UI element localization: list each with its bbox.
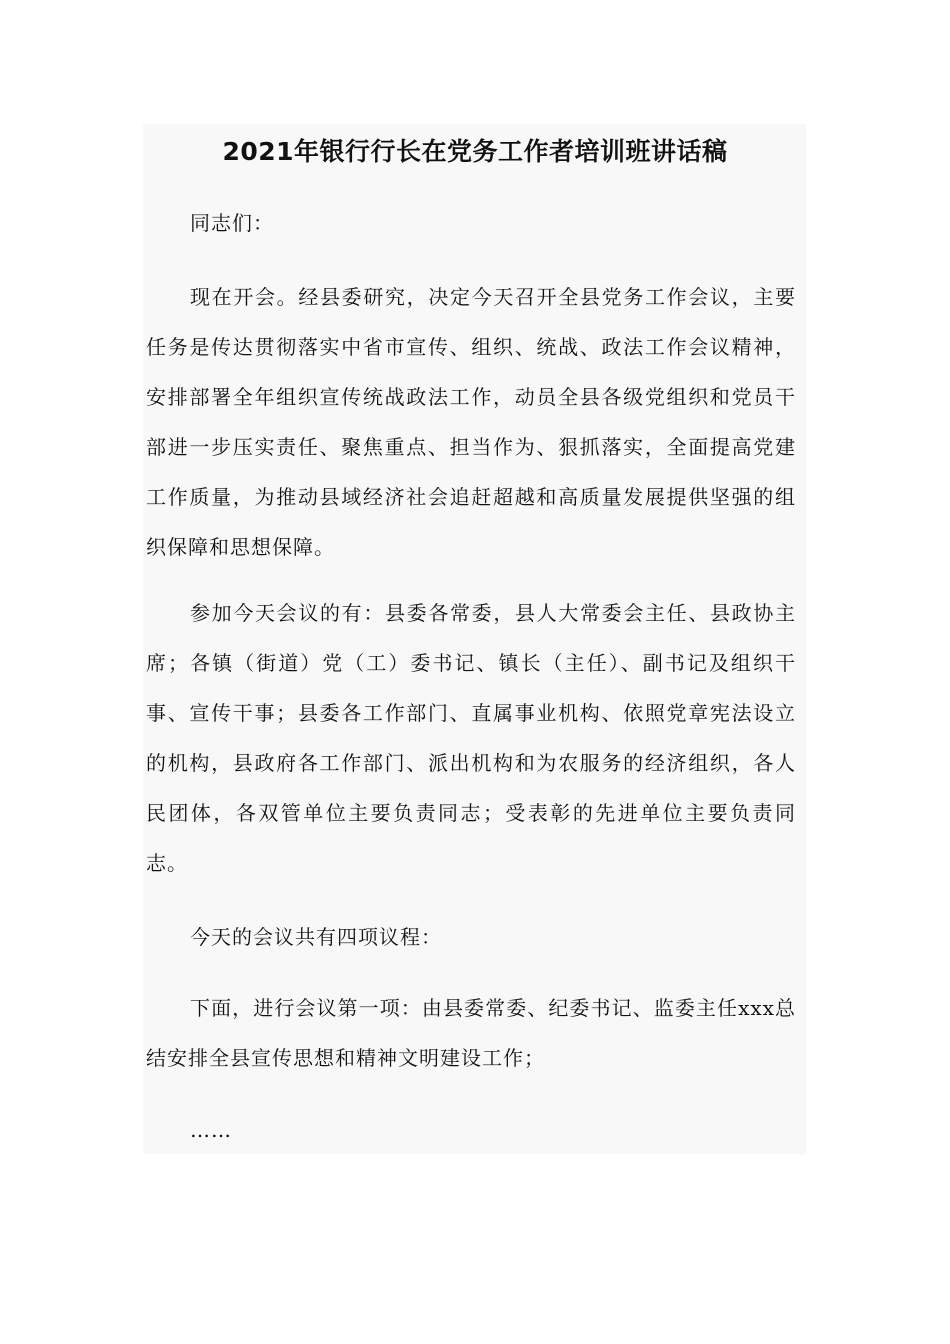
greeting: 同志们： <box>190 211 274 235</box>
paragraph-opening: 现在开会。经县委研究，决定今天召开全县党务工作会议，主要任务是传达贯彻落实中省市宣传、组织、统战、政法工作会议精神，安排部署全年组织宣传统战政法工作，动员全县各级党组织和党员干部进一步压实责任、聚焦重点、担当作为、狠抓落实，全面提高党建工作质量，为推动县域经济社会追赶超越和高质量发展提供坚强的组织保障和思想保障。 <box>146 285 796 559</box>
paragraph-ellipsis: …… <box>190 1118 232 1142</box>
paragraph-attendees: 参加今天会议的有：县委各常委，县人大常委会主任、县政协主席；各镇（街道）党（工）委书记、镇长（主任）、副书记及组织干事、宣传干事；县委各工作部门、直属事业机构、依照党章宪法设立的机构，县政府各工作部门、派出机构和为农服务的经济组织，各人民团体，各双管单位主要负责同志；受表彰的先进单位主要负责同志。 <box>146 601 796 875</box>
paragraph-first-item: 下面，进行会议第一项：由县委常委、纪委书记、监委主任xxx总结安排全县宣传思想和精神文明建设工作； <box>146 996 796 1070</box>
document-title: 2021年银行行长在党务工作者培训班讲话稿 <box>222 137 728 166</box>
paragraph-agenda: 今天的会议共有四项议程： <box>190 925 442 949</box>
